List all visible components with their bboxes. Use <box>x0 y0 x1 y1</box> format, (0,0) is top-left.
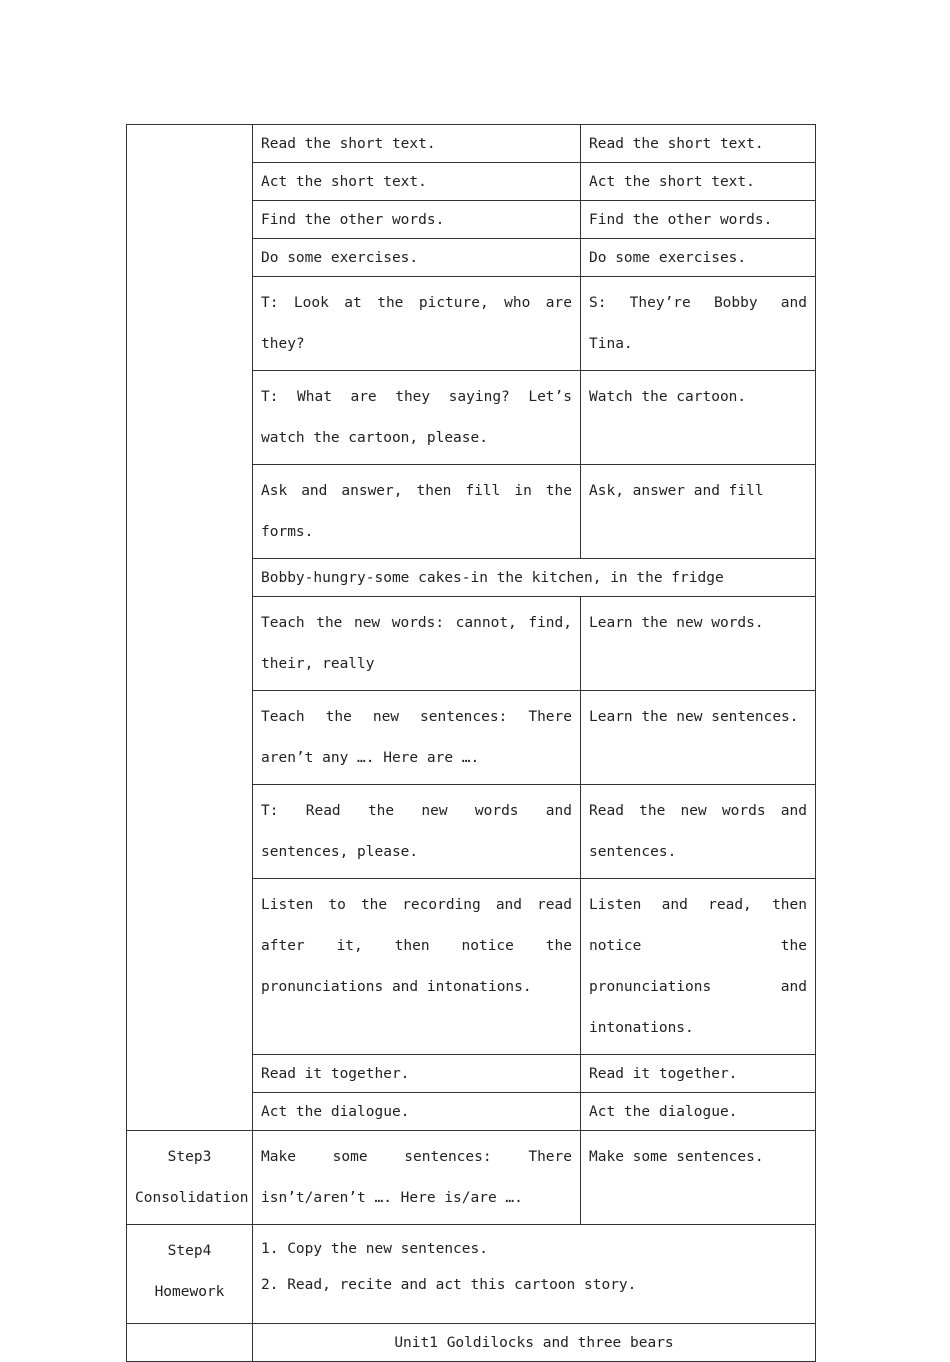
table-row <box>127 125 816 163</box>
homework-item: 2. Read, recite and act this cartoon story. <box>261 1277 637 1293</box>
teacher-activity: Ask and answer, then fill in the forms. <box>253 465 581 559</box>
student-activity: S: They’re Bobby and Tina. <box>581 277 816 371</box>
student-activity: Listen and read, then notice the pronunciations and intonations. <box>581 879 816 1055</box>
teacher-activity: Teach the new words: cannot, find, their, really <box>253 597 581 691</box>
teacher-activity: T: Look at the picture, who are they? <box>253 277 581 371</box>
step4-cell <box>127 1225 253 1324</box>
teacher-activity: Listen to the recording and read after it, then notice the pronunciations and intonations. <box>253 879 581 1055</box>
lesson-plan-table <box>126 124 816 1362</box>
step-cell-empty <box>127 125 253 1131</box>
homework-item: 1. Copy the new sentences. <box>261 1241 488 1257</box>
student-activity: Do some exercises. <box>581 239 816 277</box>
student-activity: Read it together. <box>581 1055 816 1093</box>
student-activity: Act the dialogue. <box>581 1093 816 1131</box>
teacher-activity: Act the dialogue. <box>253 1093 581 1131</box>
student-activity: Read the short text. <box>581 125 816 163</box>
homework-cell <box>253 1225 816 1324</box>
student-activity: Learn the new sentences. <box>581 691 816 785</box>
board-label-cell <box>127 1324 253 1362</box>
student-activity: Read the new words and sentences. <box>581 785 816 879</box>
teacher-activity: Do some exercises. <box>253 239 581 277</box>
teacher-activity: Make some sentences: There isn’t/aren’t …. Here is/are …. <box>253 1131 581 1225</box>
table-row <box>127 1225 816 1324</box>
student-activity: Learn the new words. <box>581 597 816 691</box>
step4-name: Homework <box>154 1284 225 1300</box>
teacher-activity: T: Read the new words and sentences, please. <box>253 785 581 879</box>
student-activity: Find the other words. <box>581 201 816 239</box>
step4-label: Step4 <box>167 1243 212 1259</box>
teacher-activity: Teach the new sentences: There aren’t any …. Here are …. <box>253 691 581 785</box>
student-activity: Make some sentences. <box>581 1131 816 1225</box>
teacher-activity: Read it together. <box>253 1055 581 1093</box>
teacher-activity: T: What are they saying? Let’s watch the cartoon, please. <box>253 371 581 465</box>
step3-name: Consolidation <box>135 1190 249 1206</box>
table-row <box>127 1131 816 1225</box>
student-activity: Watch the cartoon. <box>581 371 816 465</box>
table-row <box>127 1324 816 1362</box>
teacher-activity: Act the short text. <box>253 163 581 201</box>
student-activity: Ask, answer and fill <box>581 465 816 559</box>
teacher-activity: Find the other words. <box>253 201 581 239</box>
step3-label: Step3 <box>167 1149 212 1165</box>
summary-row: Bobby-hungry-some cakes-in the kitchen, in the fridge <box>253 559 816 597</box>
teacher-activity: Read the short text. <box>253 125 581 163</box>
student-activity: Act the short text. <box>581 163 816 201</box>
board-title: Unit1 Goldilocks and three bears <box>253 1324 816 1362</box>
step3-cell <box>127 1131 253 1225</box>
